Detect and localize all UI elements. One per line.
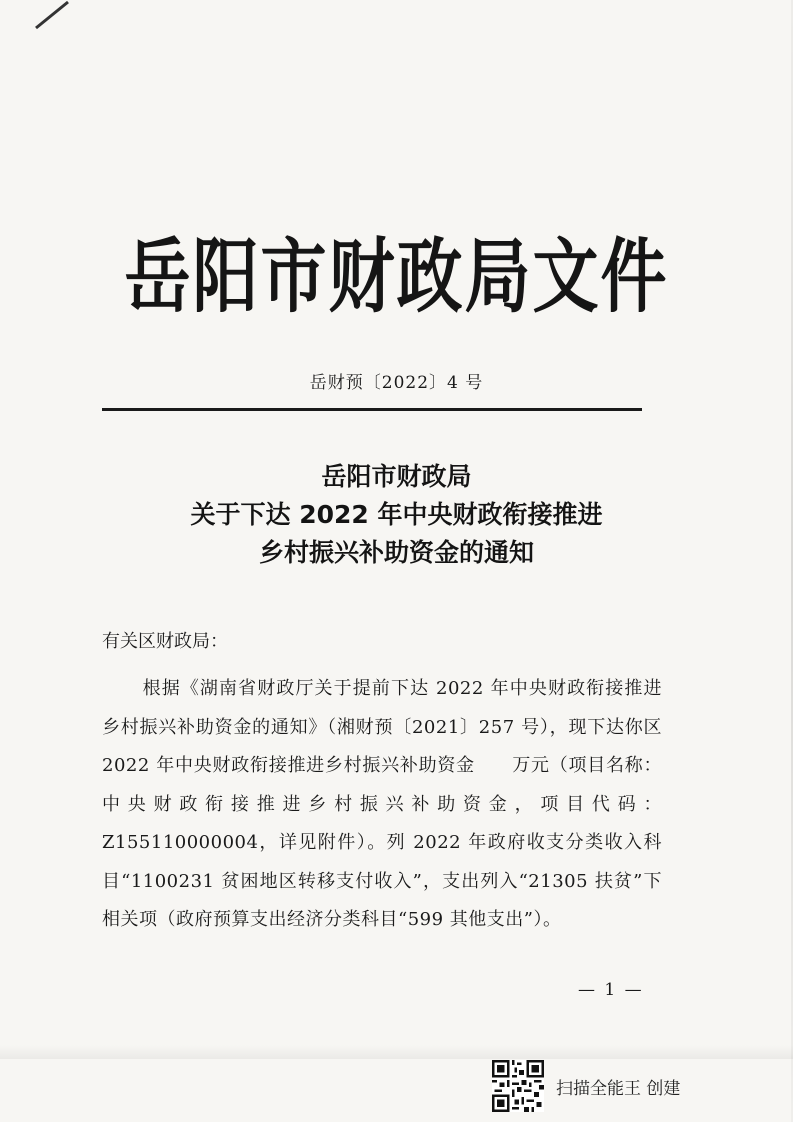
scanner-label: 扫描全能王 创建	[556, 1078, 681, 1099]
document-number: 岳财预〔2022〕4 号	[309, 373, 484, 393]
scanner-watermark	[492, 1058, 742, 1114]
qr-code-icon	[492, 1060, 544, 1112]
title-line: 关于下达 2022 年中央财政衔接推进	[190, 500, 603, 529]
page-number: — 1 —	[578, 980, 644, 1000]
title-line: 乡村振兴补助资金的通知	[258, 538, 534, 567]
title-line: 岳阳市财政局	[321, 462, 472, 491]
body-paragraph-text: 根据《湖南省财政厅关于提前下达 2022 年中央财政衔接推进乡村振兴补助资金的通知》（湘财预〔2021〕257 号），现下达你区 2022 年中央财政衔接推进乡村振兴补助资金 万元（项目名称：中央财政衔接推进乡村振兴补助资金，项目代码：Z155110000004，详见附件）。列 2022 年政府收支分类收入科目“1100231 贫困地区转移支付收入”，支出列入“21305 扶贫”下相关项（政府预算支出经济分类科目“599 其他支出”）。	[102, 678, 662, 930]
scan-mark	[28, 0, 88, 30]
scan-shadow	[0, 1045, 793, 1059]
header-divider	[102, 408, 642, 411]
issuer-title: 岳阳市财政局文件	[124, 230, 669, 325]
notice-title	[0, 458, 793, 572]
body-paragraph	[102, 670, 662, 940]
salutation: 有关区财政局：	[102, 631, 228, 652]
